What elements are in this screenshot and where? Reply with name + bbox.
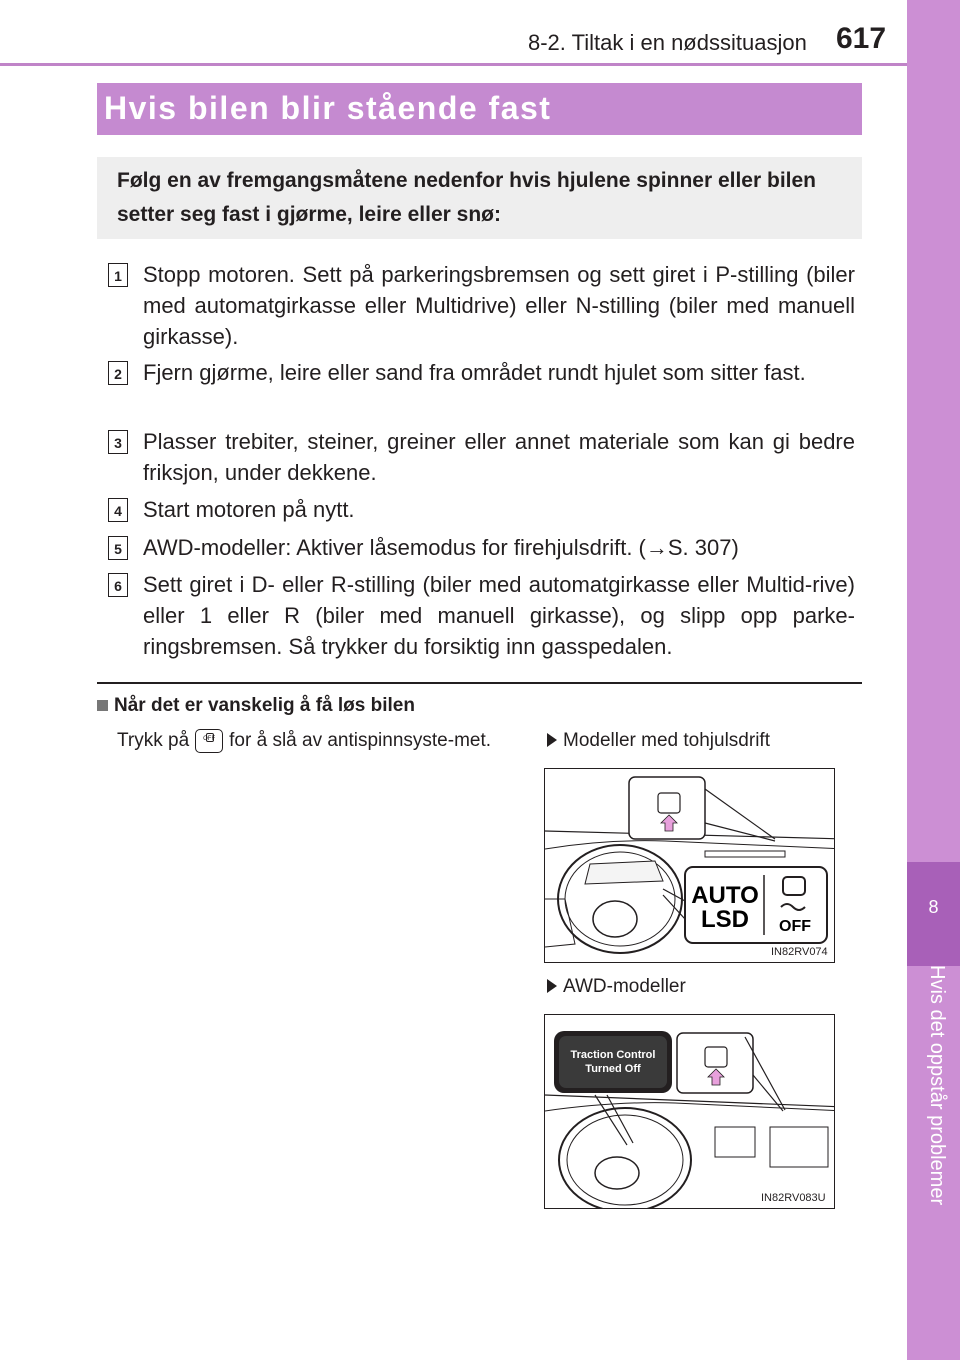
chapter-title: Hvis det oppstår problemer	[926, 965, 948, 1206]
step-text: Plasser trebiter, steiner, greiner eller annet materiale som kan gi bedre friksjon, under dekkene.	[143, 429, 855, 485]
step-number: 4	[108, 498, 128, 522]
subsection-heading: Når det er vanskelig å få løs bilen	[97, 695, 415, 717]
subsection-text: Trykk på OFF for å slå av antispinnsyste-met.	[117, 730, 492, 752]
step-number: 5	[108, 536, 128, 560]
chapter-number: 8	[928, 897, 939, 917]
figure-2wd-dashboard	[544, 768, 835, 963]
section-divider	[97, 682, 862, 684]
step-text: Sett giret i D- eller R-stilling (biler med automatgirkasse eller Multid-rive) eller 1 eller R (biler med manuell girkasse), og slipp opp parke-ringsbremsen. Så trykker du forsiktig inn gasspedalen.	[143, 572, 855, 659]
page-title: Hvis bilen blir stående fast	[104, 90, 552, 126]
step-text: Fjern gjørme, leire eller sand fra området rundt hjulet som sitter fast.	[143, 360, 806, 385]
step-number: 2	[108, 361, 128, 385]
figure-awd-dashboard	[544, 1014, 835, 1209]
display-text-line1: Traction Control	[570, 1049, 656, 1061]
arrow-right-icon	[547, 979, 557, 993]
page-number: 617	[836, 22, 887, 55]
header-rule	[0, 63, 960, 66]
square-bullet-icon	[97, 700, 108, 711]
auto-lsd-label-line2: LSD	[701, 906, 749, 933]
step-number: 1	[108, 263, 128, 287]
header-section: 8-2. Tiltak i en nødssituasjon	[528, 30, 807, 55]
figure-label: Modeller med tohjulsdrift	[547, 730, 770, 752]
traction-control-off-icon: OFF	[195, 729, 223, 753]
arrow-right-icon	[547, 733, 557, 747]
step-text: Stopp motoren. Sett på parkeringsbremsen og sett giret i P-stilling (biler med automatgirkasse eller Multidrive) eller N-stilling (biler med manuell girkasse).	[143, 262, 855, 349]
step-number: 6	[108, 573, 128, 597]
off-label: OFF	[779, 918, 811, 935]
figure-code: IN82RV083U	[761, 1192, 826, 1204]
step-text: AWD-modeller: Aktiver låsemodus for firehjulsdrift. (→S. 307)	[143, 535, 739, 560]
step-text: Start motoren på nytt.	[143, 497, 355, 522]
auto-lsd-label-line1: AUTO	[691, 882, 759, 909]
figure-code: IN82RV074	[771, 946, 828, 958]
figure-label: AWD-modeller	[547, 976, 686, 998]
step-number: 3	[108, 430, 128, 454]
intro-text: Følg en av fremgangsmåtene nedenfor hvis hjulene spinner eller bilen setter seg fast i gjørme, leire eller snø:	[117, 169, 816, 226]
display-text-line2: Turned Off	[585, 1063, 641, 1075]
